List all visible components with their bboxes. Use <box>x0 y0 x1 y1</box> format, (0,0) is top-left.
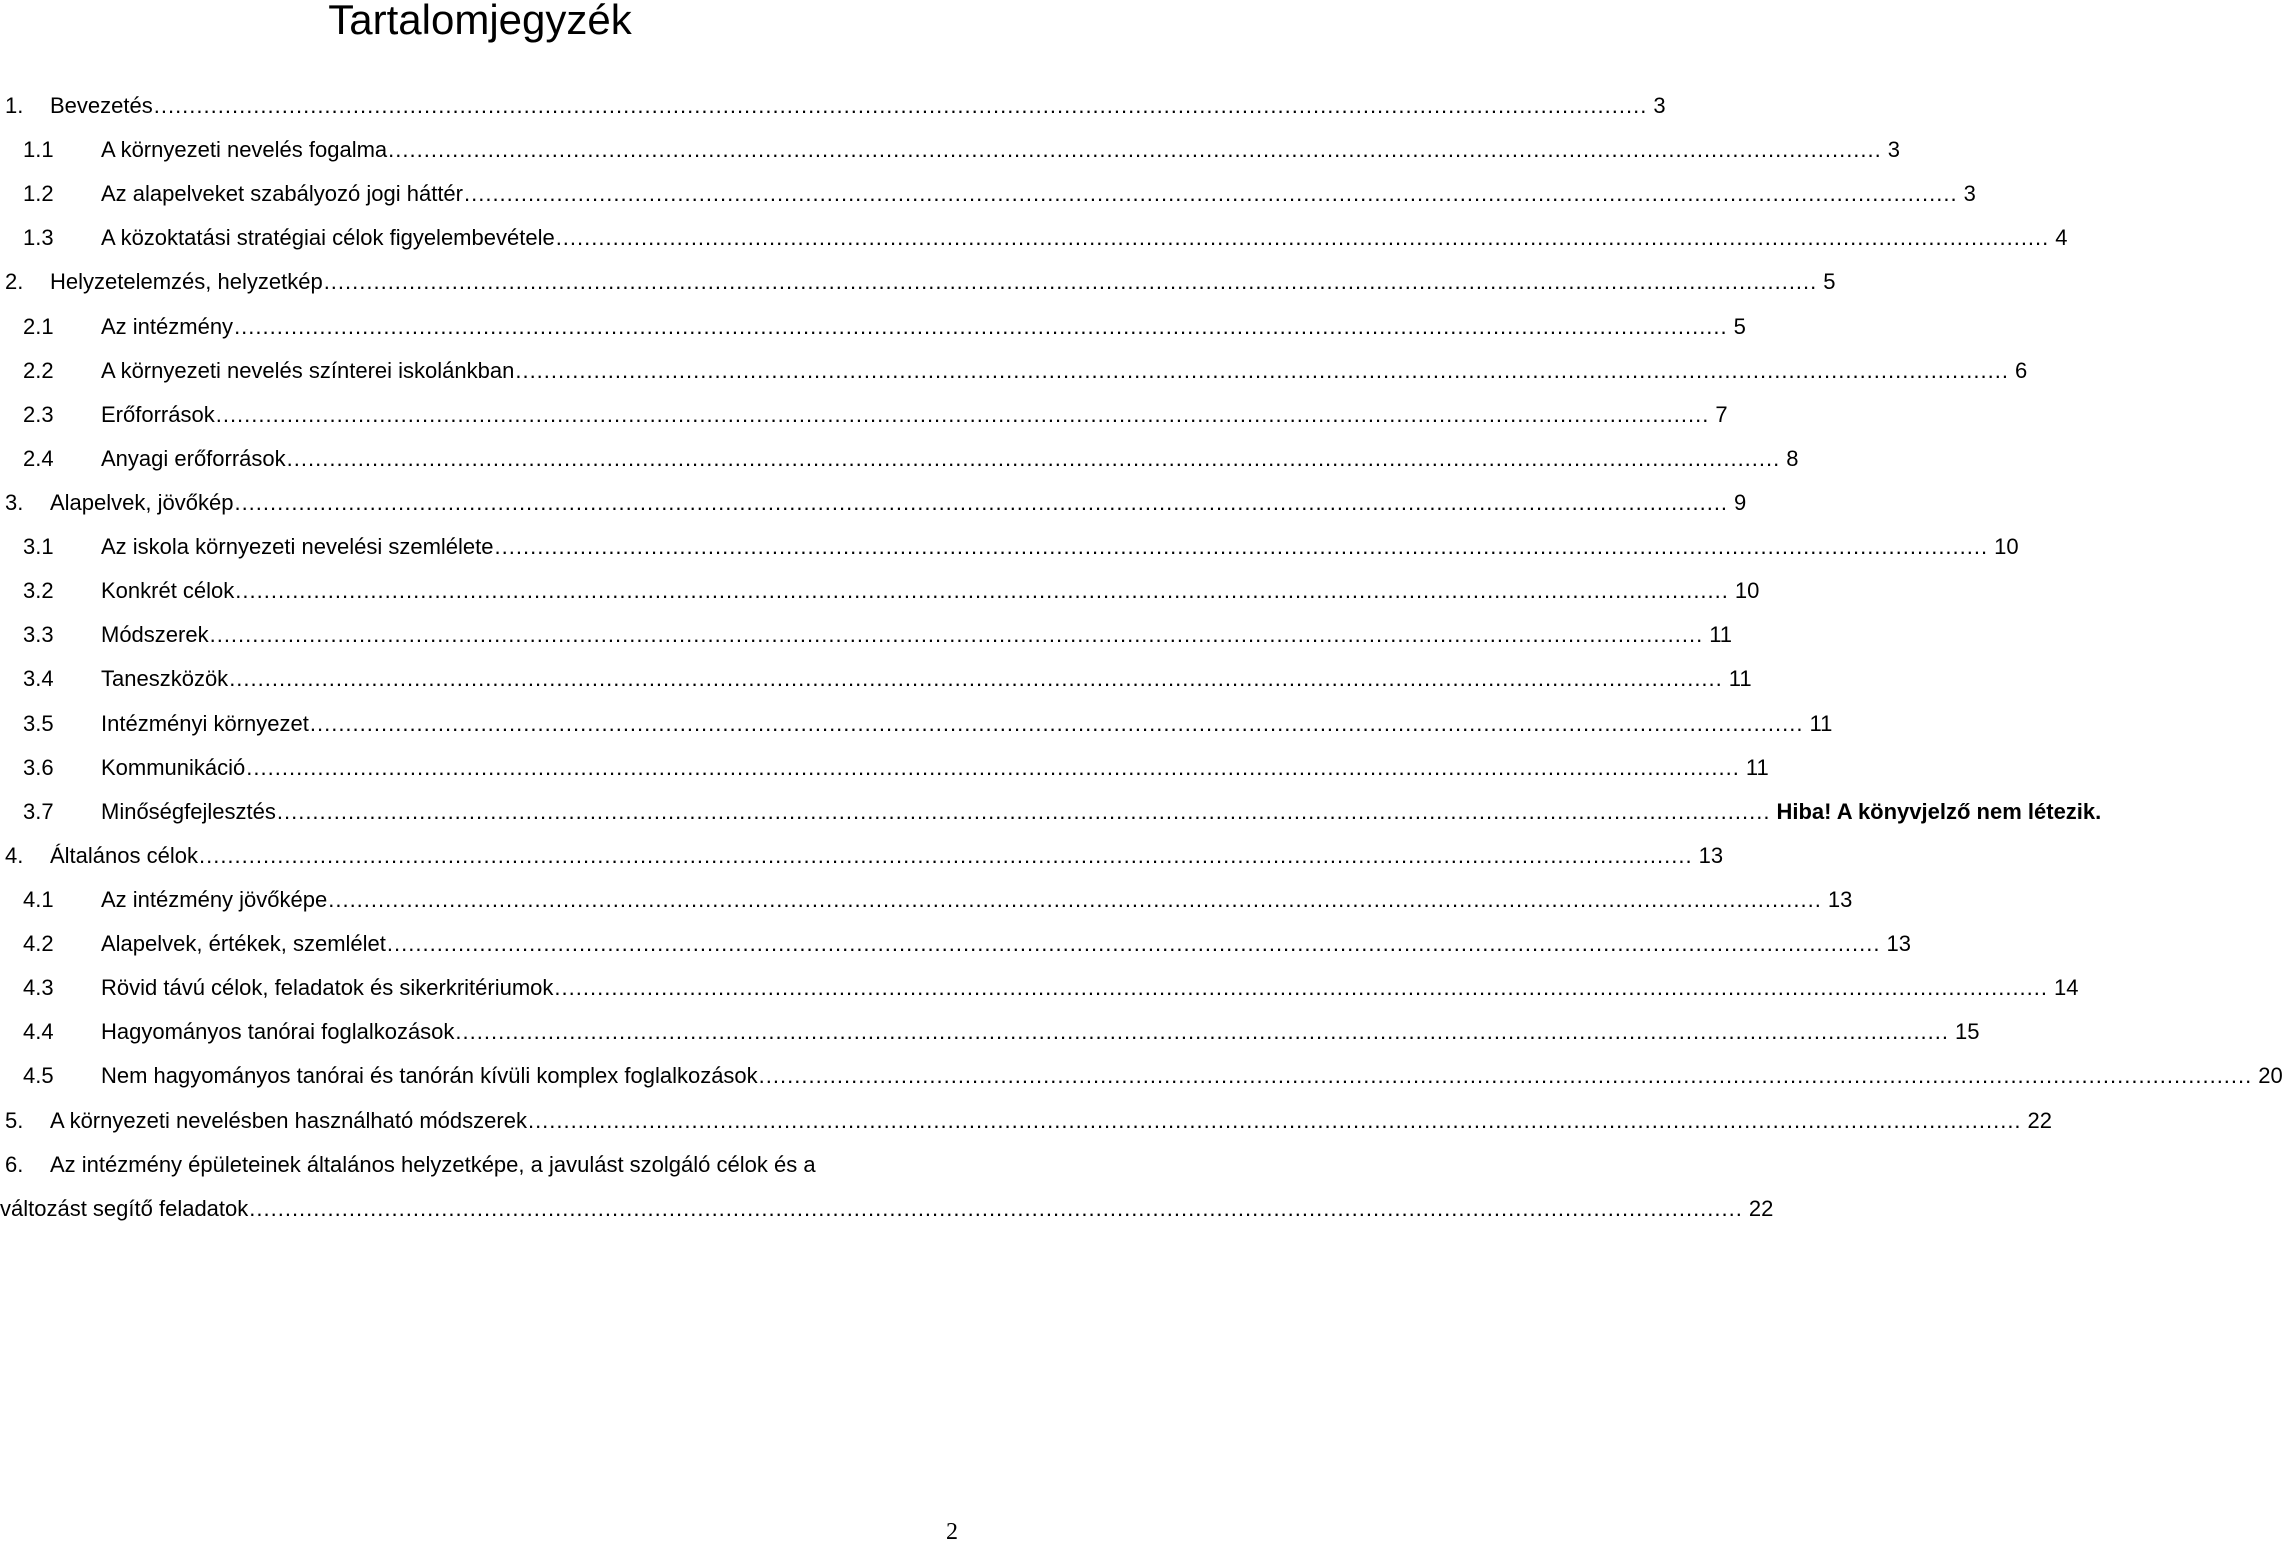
bookmark-error-text: Hiba! A könyvjelző nem létezik. <box>1776 798 2102 824</box>
leader-dots: .................................................................................................................................................................................................................. <box>464 181 1958 207</box>
toc-entry-number: 3. <box>5 489 24 515</box>
toc-entry-3-7[interactable] <box>0 790 2102 834</box>
leader-dots: .................................................................................................................................................................................................................. <box>249 1195 1743 1221</box>
toc-entry-page: 9 <box>1734 489 1747 515</box>
toc-entry-page: 22 <box>1748 1195 1774 1221</box>
toc-entry-title: Alapelvek, értékek, szemlélet <box>101 931 386 957</box>
toc-entry-1-3[interactable] <box>0 216 2068 260</box>
toc-entry-5[interactable] <box>0 1099 2053 1143</box>
toc-entry-page: 13 <box>1886 931 1911 957</box>
toc-entry-page: 11 <box>1809 710 1833 736</box>
toc-entry-3-4[interactable] <box>0 657 1752 701</box>
toc-entry-3-2[interactable] <box>0 569 1760 613</box>
toc-entry-1-2[interactable] <box>0 172 1976 216</box>
toc-entry-1-1[interactable] <box>0 128 1901 172</box>
leader-dots: .................................................................................................................................................................................................................. <box>386 931 1881 957</box>
toc-entry-page: 3 <box>1963 181 1976 207</box>
toc-entry-2-2[interactable] <box>0 349 2028 393</box>
toc-entry-title: Hagyományos tanórai foglalkozások <box>101 1019 455 1045</box>
toc-entry-number: 5. <box>5 1107 24 1133</box>
leader-dots: .................................................................................................................................................................................................................. <box>758 1063 2253 1089</box>
toc-entry-number: 1. <box>5 93 24 118</box>
toc-entry-title: Nem hagyományos tanórai és tanórán kívüli komplex foglalkozások <box>101 1063 758 1089</box>
leader-dots: .................................................................................................................................................................................................................. <box>388 137 1882 163</box>
toc-entry-page: 22 <box>2027 1107 2053 1133</box>
toc-entry-title: Módszerek <box>101 622 209 648</box>
toc-entry-page: 20 <box>2258 1063 2283 1089</box>
toc-entry-3-3[interactable] <box>0 613 1733 657</box>
toc-entry-number: 1.2 <box>23 181 54 207</box>
leader-dots: .................................................................................................................................................................................................................. <box>209 622 1704 648</box>
toc-entry-title: Intézményi környezet <box>101 710 309 736</box>
toc-entry-title: Kommunikáció <box>101 754 246 780</box>
toc-entry-number: 2.4 <box>23 445 54 471</box>
toc-entry-title: Alapelvek, jövőkép <box>50 489 234 515</box>
toc-entry-page: 14 <box>2054 975 2079 1001</box>
toc-entry-title: Az intézmény <box>101 313 234 339</box>
leader-dots: .................................................................................................................................................................................................................. <box>455 1019 1950 1045</box>
leader-dots: .................................................................................................................................................................................................................. <box>515 357 2009 383</box>
toc-entry-title: Az intézmény jövőképe <box>101 886 328 912</box>
toc-entry-title: Erőforrások <box>101 401 215 427</box>
toc-entry-title: Általános célok <box>50 842 198 868</box>
toc-entry-2-3[interactable] <box>0 393 1728 437</box>
leader-dots: .................................................................................................................................................................................................................. <box>309 710 1804 736</box>
toc-entry-title: Anyagi erőforrások <box>101 445 286 471</box>
toc-entry-6[interactable] <box>0 1143 1774 1231</box>
toc-entry-page: 3 <box>1887 137 1901 163</box>
toc-entry-number: 3.7 <box>23 798 54 824</box>
toc-entry-page: 8 <box>1786 445 1799 471</box>
toc-entry-4-2[interactable] <box>0 922 1911 966</box>
toc-entry-number: 4.3 <box>23 975 54 1001</box>
toc-entry-4-1[interactable] <box>0 878 1853 922</box>
toc-entry-2-1[interactable] <box>0 305 1746 349</box>
toc-entry-title: Minőségfejlesztés <box>101 798 276 824</box>
toc-entry-number: 2. <box>5 269 24 295</box>
leader-dots: .................................................................................................................................................................................................................. <box>198 842 1693 868</box>
toc-entry-title: A környezeti nevelésben használható módszerek <box>50 1107 527 1133</box>
toc-entry-page: 5 <box>1823 269 1836 295</box>
toc-entry-title: Helyzetelemzés, helyzetkép <box>50 269 323 295</box>
toc-entry-number: 2.2 <box>23 357 54 383</box>
toc-entry-4[interactable] <box>0 834 1724 878</box>
toc-entry-title: Konkrét célok <box>101 578 235 604</box>
toc-entry-1[interactable] <box>0 84 1666 128</box>
toc-entry-page: 4 <box>2055 225 2068 251</box>
toc-entry-number: 2.1 <box>23 313 54 339</box>
toc-entry-title: A környezeti nevelés színterei iskolánkban <box>101 357 515 383</box>
leader-dots: .................................................................................................................................................................................................................. <box>229 666 1723 692</box>
toc-entry-title-continuation: változást segítő feladatok <box>0 1195 249 1221</box>
toc-entry-number: 2.3 <box>23 401 54 427</box>
leader-dots: .................................................................................................................................................................................................................. <box>276 798 1771 824</box>
table-of-contents <box>0 84 2283 1231</box>
toc-entry-number: 3.6 <box>23 754 54 780</box>
toc-entry-number: 3.1 <box>23 534 54 560</box>
leader-dots: .................................................................................................................................................................................................................. <box>235 578 1729 604</box>
toc-entry-page: 5 <box>1733 313 1746 339</box>
toc-entry-2-4[interactable] <box>0 437 1799 481</box>
toc-entry-3[interactable] <box>0 481 1747 525</box>
toc-entry-title: Taneszközök <box>101 666 229 692</box>
toc-entry-4-3[interactable] <box>0 966 2079 1010</box>
leader-dots: .................................................................................................................................................................................................................. <box>527 1107 2022 1133</box>
toc-entry-page: 10 <box>1994 534 2019 560</box>
toc-entry-number: 3.3 <box>23 622 54 648</box>
page-number: 2 <box>946 1519 958 1545</box>
toc-entry-3-6[interactable] <box>0 746 1769 790</box>
toc-entry-title: Rövid távú célok, feladatok és sikerkritériumok <box>101 975 554 1001</box>
toc-entry-4-5[interactable] <box>0 1054 2283 1098</box>
toc-entry-page: 13 <box>1698 842 1724 868</box>
leader-dots: .................................................................................................................................................................................................................. <box>328 886 1822 912</box>
toc-entry-page: 10 <box>1734 578 1760 604</box>
toc-entry-page: 3 <box>1653 93 1666 118</box>
leader-dots: .................................................................................................................................................................................................................. <box>153 93 1648 118</box>
toc-entry-page: 13 <box>1827 886 1853 912</box>
toc-entry-title: Bevezetés <box>50 93 153 118</box>
toc-entry-page: 7 <box>1715 401 1728 427</box>
toc-entry-number: 3.2 <box>23 578 54 604</box>
toc-entry-title: A közoktatási stratégiai célok figyelembevétele <box>101 225 555 251</box>
page-title: Tartalomjegyzék <box>328 0 632 43</box>
toc-entry-2[interactable] <box>0 260 1836 304</box>
toc-entry-number: 4.1 <box>23 886 54 912</box>
toc-entry-number: 3.5 <box>23 710 54 736</box>
leader-dots: .................................................................................................................................................................................................................. <box>286 445 1781 471</box>
toc-entry-number: 1.1 <box>23 137 54 163</box>
toc-entry-number: 4.5 <box>23 1063 54 1089</box>
leader-dots: .................................................................................................................................................................................................................. <box>555 225 2050 251</box>
leader-dots: .................................................................................................................................................................................................................. <box>234 489 1729 515</box>
leader-dots: .................................................................................................................................................................................................................. <box>246 754 1740 780</box>
toc-entry-page: 6 <box>2014 357 2028 383</box>
toc-entry-page: 11 <box>1709 622 1733 648</box>
toc-entry-title: A környezeti nevelés fogalma <box>101 137 388 163</box>
toc-entry-3-1[interactable] <box>0 525 2019 569</box>
toc-entry-page: 11 <box>1745 754 1769 780</box>
toc-entry-3-5[interactable] <box>0 702 1833 746</box>
toc-entry-number: 4. <box>5 842 24 868</box>
toc-entry-title: Az alapelveket szabályozó jogi háttér <box>101 181 463 207</box>
toc-entry-page: 15 <box>1955 1019 1980 1045</box>
toc-entry-number: 3.4 <box>23 666 54 692</box>
toc-entry-title: Az iskola környezeti nevelési szemlélete <box>101 534 494 560</box>
toc-entry-number: 4.4 <box>23 1019 54 1045</box>
toc-entry-4-4[interactable] <box>0 1010 1980 1054</box>
leader-dots: .................................................................................................................................................................................................................. <box>234 313 1728 339</box>
toc-entry-page: 11 <box>1728 666 1752 692</box>
leader-dots: .................................................................................................................................................................................................................. <box>323 269 1818 295</box>
leader-dots: .................................................................................................................................................................................................................. <box>215 401 1710 427</box>
toc-entry-number: 4.2 <box>23 931 54 957</box>
toc-entry-title: Az intézmény épületeinek általános helyzetképe, a javulást szolgáló célok és a <box>50 1151 816 1177</box>
toc-entry-number: 1.3 <box>23 225 54 251</box>
leader-dots: .................................................................................................................................................................................................................. <box>494 534 1989 560</box>
toc-entry-number: 6. <box>5 1151 24 1177</box>
leader-dots: .................................................................................................................................................................................................................. <box>554 975 2049 1001</box>
